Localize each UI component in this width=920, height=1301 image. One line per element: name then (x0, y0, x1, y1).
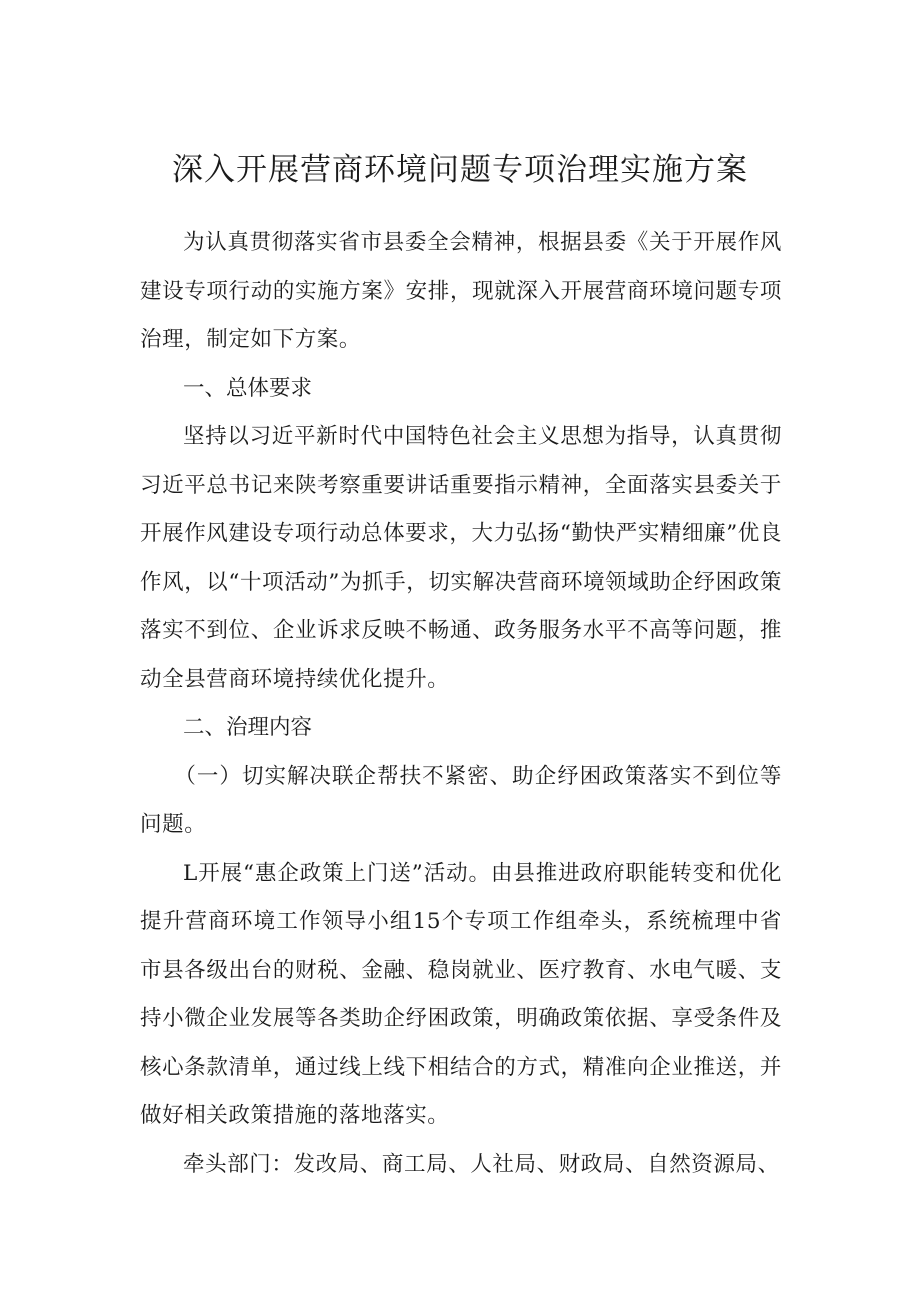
subsection-heading: （一）切实解决联企帮扶不紧密、助企纾困政策落实不到位等问题。 (140, 763, 782, 837)
lead-departments-paragraph: 牵头部门：发改局、商工局、人社局、财政局、自然资源局、 (183, 1151, 780, 1177)
intro-paragraph: 为认真贯彻落实省市县委全会精神，根据县委《关于开展作风建设专项行动的实施方案》安排，现就深入开展营商环境问题专项治理，制定如下方案。 (140, 230, 782, 352)
document-body (140, 219, 782, 1189)
general-requirements-paragraph: 坚持以习近平新时代中国特色社会主义思想为指导，认真贯彻习近平总书记来陕考察重要讲话重要指示精神，全面落实县委关于开展作风建设专项行动总体要求，大力弘扬“勤快严实精细廉”优良作风，以“十项活动”为抓手，切实解决营商环境领域助企纾困政策落实不到位、企业诉求反映不畅通、政务服务水平不高等问题，推动全县营商环境持续优化提升。 (140, 424, 782, 692)
item-paragraph: L开展“惠企政策上门送”活动。由县推进政府职能转变和优化提升营商环境工作领导小组15个专项工作组牵头，系统梳理中省市县各级出台的财税、金融、稳岗就业、医疗教育、水电气暖、支持小微企业发展等各类助企纾困政策，明确政策依据、享受条件及核心条款清单，通过线上线下相结合的方式，精准向企业推送，并做好相关政策措施的落地落实。 (140, 860, 782, 1128)
section-heading-governance-content: 二、治理内容 (183, 715, 313, 740)
section-heading-general-requirements: 一、总体要求 (183, 375, 313, 401)
document-title: 深入开展营商环境问题专项治理实施方案 (172, 152, 748, 188)
